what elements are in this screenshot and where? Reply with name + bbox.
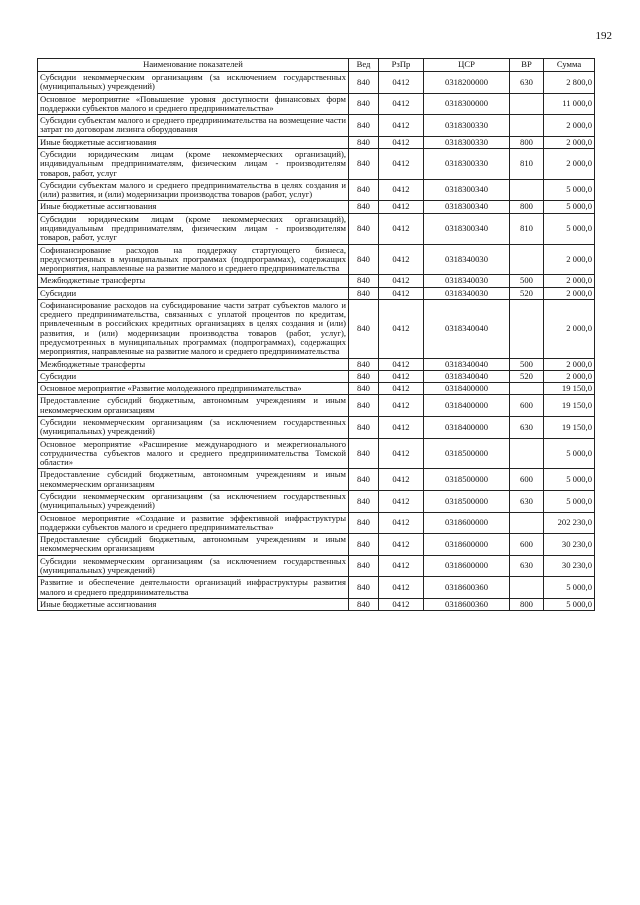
cell-ved: 840 <box>349 275 379 287</box>
column-header-ved: Вед <box>349 59 379 72</box>
cell-rzpr: 0412 <box>379 512 424 534</box>
cell-ved: 840 <box>349 136 379 148</box>
cell-vr: 600 <box>510 395 544 417</box>
cell-vr: 630 <box>510 72 544 94</box>
cell-csr: 0318400000 <box>424 383 510 395</box>
cell-rzpr: 0412 <box>379 287 424 299</box>
cell-sum: 2 000,0 <box>544 275 595 287</box>
cell-ved: 840 <box>349 555 379 577</box>
cell-sum: 2 000,0 <box>544 115 595 137</box>
cell-rzpr: 0412 <box>379 358 424 370</box>
column-header-vr: ВР <box>510 59 544 72</box>
cell-ved: 840 <box>349 490 379 512</box>
cell-ved: 840 <box>349 213 379 244</box>
cell-sum: 5 000,0 <box>544 438 595 469</box>
table-row <box>38 93 595 115</box>
column-header-sum: Сумма <box>544 59 595 72</box>
cell-ved: 840 <box>349 201 379 213</box>
cell-csr: 0318600000 <box>424 512 510 534</box>
cell-vr: 520 <box>510 287 544 299</box>
cell-rzpr: 0412 <box>379 534 424 556</box>
table-row <box>38 213 595 244</box>
cell-sum: 5 000,0 <box>544 490 595 512</box>
cell-csr: 0318300330 <box>424 148 510 179</box>
cell-rzpr: 0412 <box>379 555 424 577</box>
cell-rzpr: 0412 <box>379 201 424 213</box>
cell-ved: 840 <box>349 148 379 179</box>
cell-rzpr: 0412 <box>379 136 424 148</box>
cell-rzpr: 0412 <box>379 213 424 244</box>
cell-rzpr: 0412 <box>379 93 424 115</box>
cell-rzpr: 0412 <box>379 72 424 94</box>
table-row <box>38 299 595 358</box>
cell-csr: 0318600000 <box>424 555 510 577</box>
cell-csr: 0318340030 <box>424 275 510 287</box>
cell-sum: 5 000,0 <box>544 577 595 599</box>
table-row <box>38 577 595 599</box>
cell-name: Иные бюджетные ассигнования <box>38 598 349 610</box>
cell-sum: 2 000,0 <box>544 370 595 382</box>
cell-ved: 840 <box>349 287 379 299</box>
cell-csr: 0318340030 <box>424 244 510 275</box>
cell-ved: 840 <box>349 93 379 115</box>
cell-ved: 840 <box>349 179 379 201</box>
cell-ved: 840 <box>349 534 379 556</box>
table-row <box>38 179 595 201</box>
cell-sum: 202 230,0 <box>544 512 595 534</box>
cell-name: Основное мероприятие «Повышение уровня доступности финансовых форм поддержки субъектов малого и среднего предпринимательства» <box>38 93 349 115</box>
cell-vr: 810 <box>510 148 544 179</box>
cell-csr: 0318300340 <box>424 213 510 244</box>
cell-rzpr: 0412 <box>379 395 424 417</box>
cell-sum: 5 000,0 <box>544 598 595 610</box>
cell-csr: 0318500000 <box>424 469 510 491</box>
cell-name: Субсидии юридическим лицам (кроме некоммерческих организаций), индивидуальным предпринимателям, физическим лицам - производителям товаров, работ, услуг <box>38 148 349 179</box>
table-row <box>38 201 595 213</box>
cell-sum: 11 000,0 <box>544 93 595 115</box>
table-row <box>38 383 595 395</box>
cell-sum: 19 150,0 <box>544 383 595 395</box>
cell-name: Софинансирование расходов на субсидирование части затрат субъектов малого и среднего предпринимательства, связанных с уплатой процентов по кредитам, привлеченным в российских кредитных организациях в целях создания и (или) развития, и (или) модернизации производства товаров (работ, услуг), предусмотренных в муниципальных программах (подпрограммах), содержащих мероприятия, направленные на развитие малого и среднего предпринимательства <box>38 299 349 358</box>
table-row <box>38 275 595 287</box>
cell-name: Предоставление субсидий бюджетным, автономным учреждениям и иным некоммерческим организациям <box>38 395 349 417</box>
cell-csr: 0318340030 <box>424 287 510 299</box>
cell-csr: 0318600360 <box>424 598 510 610</box>
cell-name: Основное мероприятие «Развитие молодежного предпринимательства» <box>38 383 349 395</box>
cell-sum: 5 000,0 <box>544 469 595 491</box>
cell-rzpr: 0412 <box>379 299 424 358</box>
cell-vr: 800 <box>510 201 544 213</box>
cell-rzpr: 0412 <box>379 598 424 610</box>
cell-rzpr: 0412 <box>379 490 424 512</box>
table-header-row <box>38 59 595 72</box>
cell-sum: 19 150,0 <box>544 417 595 439</box>
cell-csr: 0318600000 <box>424 534 510 556</box>
cell-vr: 800 <box>510 136 544 148</box>
table-row <box>38 534 595 556</box>
cell-csr: 0318340040 <box>424 370 510 382</box>
cell-sum: 5 000,0 <box>544 213 595 244</box>
cell-ved: 840 <box>349 598 379 610</box>
cell-vr <box>510 244 544 275</box>
cell-name: Субсидии некоммерческим организациям (за исключением государственных (муниципальных) учреждений) <box>38 72 349 94</box>
cell-vr <box>510 115 544 137</box>
cell-name: Иные бюджетные ассигнования <box>38 136 349 148</box>
cell-name: Субсидии субъектам малого и среднего предпринимательства на возмещение части затрат по договорам лизинга оборудования <box>38 115 349 137</box>
cell-vr: 520 <box>510 370 544 382</box>
cell-csr: 0318500000 <box>424 490 510 512</box>
table-row <box>38 287 595 299</box>
cell-vr <box>510 577 544 599</box>
table-row <box>38 438 595 469</box>
cell-vr: 630 <box>510 555 544 577</box>
cell-vr: 630 <box>510 490 544 512</box>
cell-ved: 840 <box>349 417 379 439</box>
cell-rzpr: 0412 <box>379 275 424 287</box>
cell-sum: 5 000,0 <box>544 179 595 201</box>
cell-sum: 2 000,0 <box>544 358 595 370</box>
table-row <box>38 115 595 137</box>
cell-vr: 810 <box>510 213 544 244</box>
table-row <box>38 490 595 512</box>
column-header-csr: ЦСР <box>424 59 510 72</box>
cell-vr: 600 <box>510 469 544 491</box>
cell-rzpr: 0412 <box>379 370 424 382</box>
cell-ved: 840 <box>349 577 379 599</box>
cell-vr <box>510 383 544 395</box>
table-row <box>38 370 595 382</box>
cell-sum: 30 230,0 <box>544 555 595 577</box>
cell-ved: 840 <box>349 244 379 275</box>
column-header-name: Наименование показателей <box>38 59 349 72</box>
cell-name: Софинансирование расходов на поддержку стартующего бизнеса, предусмотренных в муниципальных программах (подпрограммах), содержащих мероприятия, направленные на развитие малого и среднего предпринимательства <box>38 244 349 275</box>
cell-vr: 600 <box>510 534 544 556</box>
cell-csr: 0318340040 <box>424 299 510 358</box>
cell-vr <box>510 299 544 358</box>
column-header-rzpr: РзПр <box>379 59 424 72</box>
cell-csr: 0318400000 <box>424 417 510 439</box>
table-row <box>38 358 595 370</box>
cell-ved: 840 <box>349 469 379 491</box>
cell-sum: 2 000,0 <box>544 148 595 179</box>
cell-csr: 0318340040 <box>424 358 510 370</box>
cell-sum: 2 000,0 <box>544 244 595 275</box>
cell-name: Субсидии некоммерческим организациям (за исключением государственных (муниципальных) учреждений) <box>38 490 349 512</box>
cell-vr: 500 <box>510 275 544 287</box>
cell-csr: 0318500000 <box>424 438 510 469</box>
cell-csr: 0318300340 <box>424 179 510 201</box>
cell-name: Субсидии <box>38 370 349 382</box>
cell-ved: 840 <box>349 358 379 370</box>
cell-rzpr: 0412 <box>379 115 424 137</box>
cell-rzpr: 0412 <box>379 438 424 469</box>
cell-vr <box>510 93 544 115</box>
table-row <box>38 395 595 417</box>
table-row <box>38 512 595 534</box>
cell-vr <box>510 179 544 201</box>
cell-name: Субсидии субъектам малого и среднего предпринимательства в целях создания и (или) развития, и (или) модернизации производства товаров (работ, услуг) <box>38 179 349 201</box>
cell-rzpr: 0412 <box>379 179 424 201</box>
cell-sum: 2 000,0 <box>544 287 595 299</box>
cell-sum: 5 000,0 <box>544 201 595 213</box>
table-row <box>38 148 595 179</box>
cell-ved: 840 <box>349 512 379 534</box>
cell-ved: 840 <box>349 299 379 358</box>
cell-ved: 840 <box>349 438 379 469</box>
cell-vr: 500 <box>510 358 544 370</box>
cell-vr <box>510 438 544 469</box>
cell-ved: 840 <box>349 370 379 382</box>
cell-name: Предоставление субсидий бюджетным, автономным учреждениям и иным некоммерческим организациям <box>38 534 349 556</box>
cell-ved: 840 <box>349 383 379 395</box>
cell-rzpr: 0412 <box>379 417 424 439</box>
table-body <box>38 72 595 611</box>
cell-name: Иные бюджетные ассигнования <box>38 201 349 213</box>
cell-name: Субсидии <box>38 287 349 299</box>
cell-name: Развитие и обеспечение деятельности организаций инфраструктуры развития малого и среднего предпринимательства <box>38 577 349 599</box>
table-row <box>38 244 595 275</box>
cell-rzpr: 0412 <box>379 148 424 179</box>
cell-sum: 30 230,0 <box>544 534 595 556</box>
cell-rzpr: 0412 <box>379 383 424 395</box>
cell-sum: 19 150,0 <box>544 395 595 417</box>
table-row <box>38 136 595 148</box>
table-row <box>38 72 595 94</box>
page-number: 192 <box>595 30 612 42</box>
cell-name: Основное мероприятие «Расширение международного и межрегионального сотрудничества субъектов малого и среднего предпринимательства Томской области» <box>38 438 349 469</box>
cell-vr: 630 <box>510 417 544 439</box>
cell-name: Предоставление субсидий бюджетным, автономным учреждениям и иным некоммерческим организациям <box>38 469 349 491</box>
cell-sum: 2 800,0 <box>544 72 595 94</box>
cell-rzpr: 0412 <box>379 244 424 275</box>
cell-name: Межбюджетные трансферты <box>38 358 349 370</box>
cell-sum: 2 000,0 <box>544 136 595 148</box>
cell-csr: 0318300330 <box>424 115 510 137</box>
cell-csr: 0318400000 <box>424 395 510 417</box>
cell-sum: 2 000,0 <box>544 299 595 358</box>
cell-name: Основное мероприятие «Создание и развитие эффективной инфраструктуры поддержки субъектов малого и среднего предпринимательства» <box>38 512 349 534</box>
cell-vr <box>510 512 544 534</box>
cell-name: Межбюджетные трансферты <box>38 275 349 287</box>
table-row <box>38 417 595 439</box>
cell-ved: 840 <box>349 72 379 94</box>
cell-name: Субсидии некоммерческим организациям (за исключением государственных (муниципальных) учреждений) <box>38 555 349 577</box>
cell-csr: 0318200000 <box>424 72 510 94</box>
cell-csr: 0318300330 <box>424 136 510 148</box>
cell-rzpr: 0412 <box>379 577 424 599</box>
budget-table <box>37 58 595 611</box>
cell-ved: 840 <box>349 395 379 417</box>
cell-csr: 0318300340 <box>424 201 510 213</box>
table-row <box>38 469 595 491</box>
cell-name: Субсидии некоммерческим организациям (за исключением государственных (муниципальных) учреждений) <box>38 417 349 439</box>
cell-ved: 840 <box>349 115 379 137</box>
table-row <box>38 555 595 577</box>
cell-vr: 800 <box>510 598 544 610</box>
cell-csr: 0318600360 <box>424 577 510 599</box>
cell-name: Субсидии юридическим лицам (кроме некоммерческих организаций), индивидуальным предпринимателям, физическим лицам - производителям товаров, работ, услуг <box>38 213 349 244</box>
table-row <box>38 598 595 610</box>
cell-csr: 0318300000 <box>424 93 510 115</box>
cell-rzpr: 0412 <box>379 469 424 491</box>
